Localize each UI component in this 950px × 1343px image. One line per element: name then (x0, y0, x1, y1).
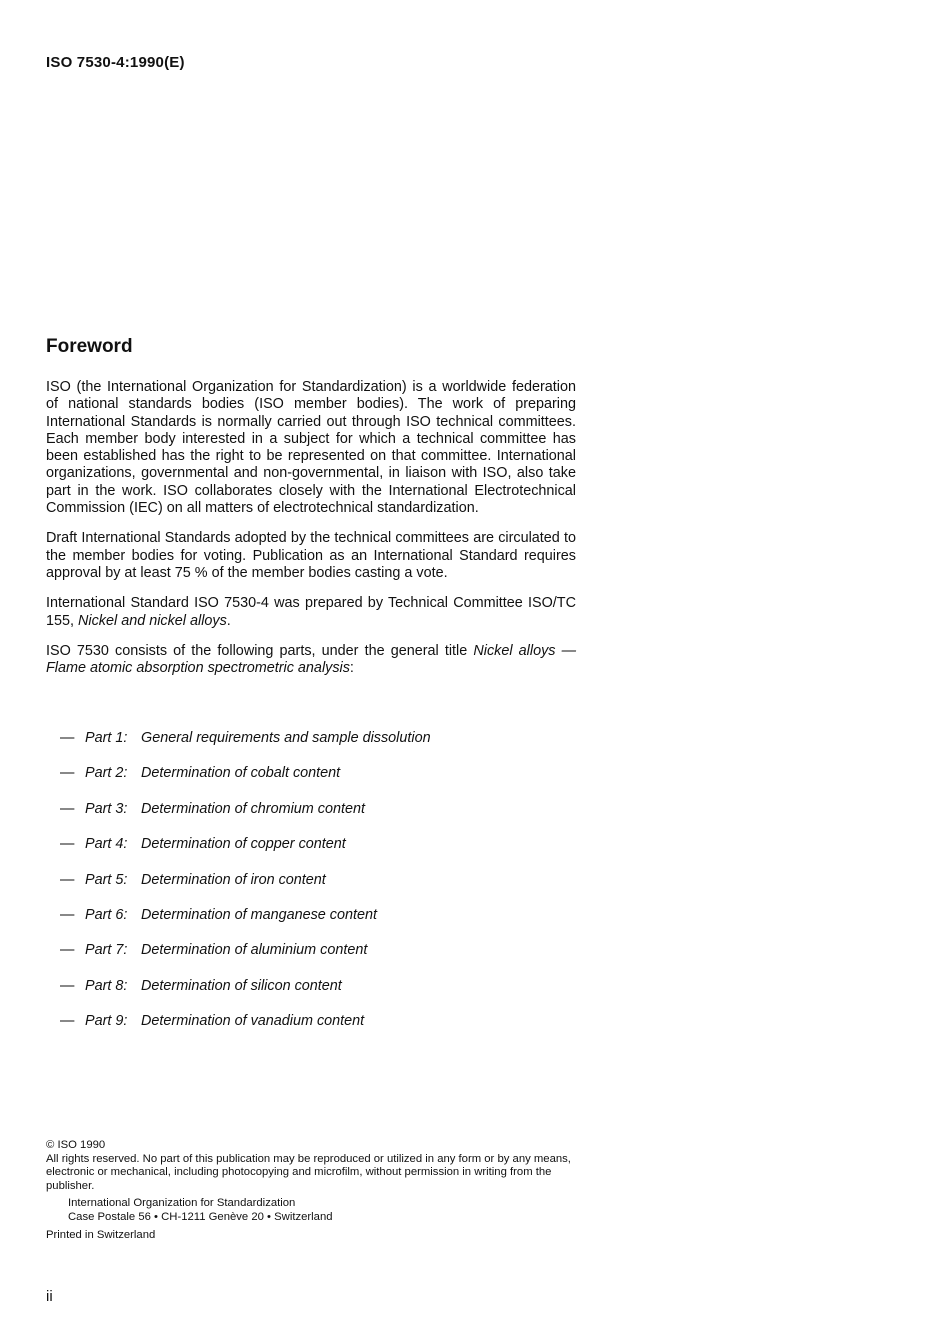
general-title: Nickel alloys — Flame atomic absorption spectrometric analysis (46, 642, 576, 677)
list-dash: — (60, 765, 75, 782)
list-item (46, 765, 576, 800)
foreword-paragraph-2: Draft International Standards adopted by the technical committees are circulated to the member bodies for voting. Publication as an International Standard requires approval by at least 75 % of the member bodies casting a vote. (46, 530, 576, 581)
list-dash: — (60, 730, 75, 746)
list-item (46, 978, 576, 1013)
part-number: Part 1: (85, 730, 128, 746)
part-title: General requirements and sample dissolution (141, 730, 431, 746)
list-item (46, 801, 576, 836)
paragraph-3-text: International Standard ISO 7530-4 was prepared by Technical Committee ISO/TC 155, (46, 595, 576, 629)
part-number: Part 7: (85, 942, 128, 959)
organization-address: Case Postale 56 • CH-1211 Genève 20 • Switzerland (68, 1210, 333, 1223)
foreword-paragraph-4: ISO 7530 consists of the following parts, under the general title Nickel alloys — Flame atomic absorption spectrometric analysis: (46, 642, 576, 677)
organization-name: International Organization for Standardization (68, 1197, 296, 1210)
part-number: Part 2: (85, 765, 128, 782)
paragraph-4-text: ISO 7530 consists of the following parts, under the general title (46, 642, 468, 659)
foreword-paragraph-1: ISO (the International Organization for Standardization) is a worldwide federation of national standards bodies (ISO member bodies). The work of preparing International Standards is normally carried out through ISO technical committees. Each member body interested in a subject for which a technical committee has been established has the right to be represented on that committee. International organizations, governmental and non-governmental, in liaison with ISO, also take part in the work. ISO collaborates closely with the International Electrotechnical Commission (IEC) on all matters of electrotechnical standardization. (46, 379, 576, 517)
part-title: Determination of iron content (141, 871, 326, 888)
part-number: Part 8: (85, 977, 128, 994)
committee-title: Nickel and nickel alloys (78, 612, 227, 629)
list-dash: — (60, 871, 75, 888)
list-item (46, 836, 576, 871)
list-item (46, 942, 576, 977)
list-dash: — (60, 1013, 75, 1030)
list-dash: — (60, 942, 75, 959)
part-title: Determination of aluminium content (141, 942, 368, 959)
list-item (46, 730, 576, 765)
part-title: Determination of silicon content (141, 977, 342, 994)
part-title: Determination of manganese content (141, 906, 377, 923)
parts-list (46, 730, 576, 1049)
printed-in: Printed in Switzerland (46, 1228, 156, 1241)
part-title: Determination of chromium content (141, 800, 365, 817)
foreword-body (46, 379, 576, 690)
part-title: Determination of cobalt content (141, 765, 341, 782)
part-title: Determination of vanadium content (141, 1013, 365, 1030)
copyright-block (46, 1139, 576, 1242)
rights-statement: All rights reserved. No part of this publication may be reproduced or utilized in any form or by any means, electronic or mechanical, including photocopying and microfilm, without permission in writing from the publisher. (46, 1152, 571, 1192)
foreword-heading: Foreword (46, 336, 133, 357)
copyright-line: © ISO 1990 (46, 1139, 106, 1151)
list-item (46, 1013, 576, 1048)
list-dash: — (60, 906, 75, 923)
part-number: Part 3: (85, 800, 128, 817)
list-dash: — (60, 977, 75, 994)
part-title: Determination of copper content (141, 836, 346, 853)
list-item (46, 907, 576, 942)
part-number: Part 6: (85, 906, 128, 923)
document-id: ISO 7530-4:1990(E) (46, 54, 185, 71)
page-number: ii (46, 1288, 53, 1305)
part-number: Part 9: (85, 1013, 128, 1030)
list-dash: — (60, 800, 75, 817)
part-number: Part 5: (85, 871, 128, 888)
list-item (46, 872, 576, 907)
part-number: Part 4: (85, 836, 128, 853)
foreword-paragraph-3: International Standard ISO 7530-4 was prepared by Technical Committee ISO/TC 155, Nickel and nickel alloys. (46, 595, 576, 629)
list-dash: — (60, 836, 75, 853)
